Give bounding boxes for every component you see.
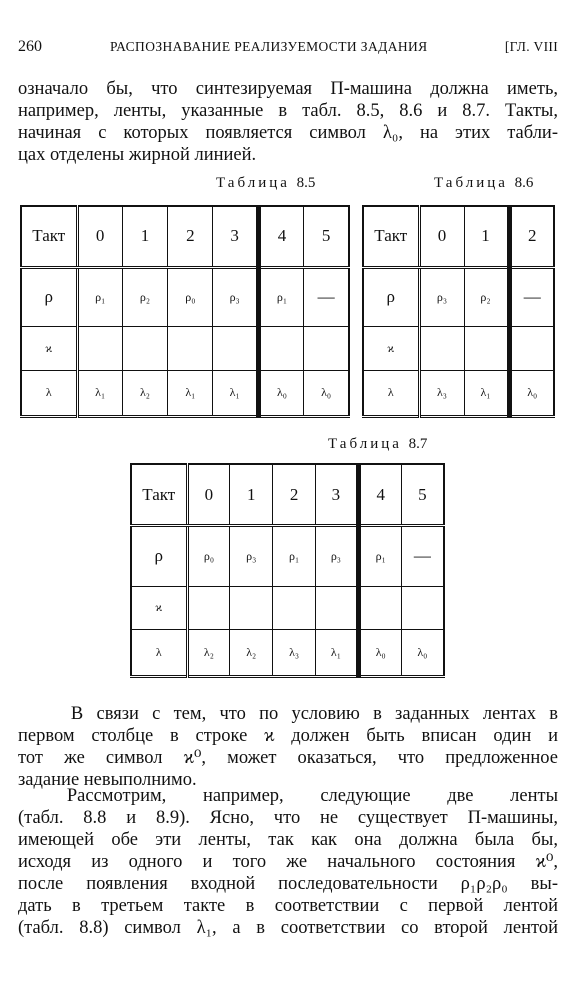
row-label: ρ [131,526,187,586]
table-cell [77,327,122,370]
table-8-5 [20,205,350,418]
table-cell: ρ₀ [187,526,230,586]
row-label: λ [21,370,77,416]
table-cell: ρ₀ [168,267,213,327]
table-cell [419,327,464,370]
header-cell: 0 [77,206,122,267]
header-cell: 2 [273,464,316,526]
table-cell: λ₁ [77,370,122,416]
table-cell: λ₂ [122,370,167,416]
header-cell: Такт [363,206,419,267]
text-line: В связи с тем, что по условию в заданных лентах в [18,704,558,724]
paragraph-2 [18,703,558,791]
table-cell: λ₁ [168,370,213,416]
table-cell [509,327,554,370]
table-row [363,267,554,327]
table-cell: λ₃ [273,630,316,677]
header-cell: 1 [122,206,167,267]
row-label: ρ [21,267,77,327]
table-cell [187,586,230,630]
header-cell: 3 [315,464,358,526]
text-line: (табл. 8.8) символ λ₁, а в соответствии со второй лентой [18,918,558,938]
text-line: Рассмотрим, например, следующие две ленты [18,786,558,806]
table-cell [168,327,213,370]
header-cell: 4 [258,206,303,267]
text-line: начиная с которых появляется символ λ₀, на этих табли- [18,123,558,143]
table-header-row [363,206,554,267]
table-cell [401,586,444,630]
text-line: цах отделены жирной линией. [18,145,257,165]
table-cell: ρ₁ [77,267,122,327]
table-cell [358,586,401,630]
header-cell: 0 [419,206,464,267]
table-cell: λ₀ [258,370,303,416]
text-line: задание невыполнимо. [18,770,197,790]
table-cell [122,327,167,370]
paragraph-3 [18,785,558,939]
text-line: означало бы, что синтезируемая П-машина должна иметь, [18,79,558,99]
table-cell: — [304,267,349,327]
text-line: исходя из одного и того же начального состояния ϰ⁰, [18,852,558,872]
running-title: РАСПОЗНАВАНИЕ РЕАЛИЗУЕМОСТИ ЗАДАНИЯ [110,39,428,54]
header-cell: 3 [213,206,258,267]
table-8-7 [130,463,445,678]
table-cell [213,327,258,370]
header-cell: 5 [304,206,349,267]
table-row [131,526,444,586]
table-cell [304,327,349,370]
table-row [21,370,349,416]
chapter-marker: [ГЛ. VIII [504,39,558,54]
text-line: после появления входной последовательности ρ₁ρ₂ρ₀ вы- [18,874,558,894]
header-cell: 5 [401,464,444,526]
table-cell: λ₁ [464,370,509,416]
header-cell: 1 [464,206,509,267]
text-line: первом столбце в строке ϰ должен быть вписан один и [18,726,558,746]
table-8-6 [362,205,555,418]
table-cell: — [401,526,444,586]
table-row [363,327,554,370]
table-cell: ρ₃ [230,526,273,586]
row-label: λ [363,370,419,416]
header-cell: Такт [21,206,77,267]
table-cell: λ₀ [358,630,401,677]
header-cell: 1 [230,464,273,526]
table-header-row [21,206,349,267]
text-line: (табл. 8.8 и 8.9). Ясно, что не существует П-машины, [18,808,558,828]
row-label: ϰ [21,327,77,370]
table-cell: λ₀ [401,630,444,677]
table-cell: ρ₃ [419,267,464,327]
paragraph-1 [18,78,558,166]
text-line: имеющей обе эти ленты, так как она должна была бы, [18,830,558,850]
table-cell [258,327,303,370]
table-row [363,370,554,416]
table-cell: ρ₁ [273,526,316,586]
running-header [18,38,558,58]
table-cell: λ₁ [315,630,358,677]
table-row [131,586,444,630]
table-cell [230,586,273,630]
row-label: ρ [363,267,419,327]
row-label: ϰ [363,327,419,370]
table-8-7-caption: Таблица 8.7 [328,436,428,452]
table-cell: ρ₁ [258,267,303,327]
page-number: 260 [18,38,42,55]
table-cell: ρ₁ [358,526,401,586]
header-cell: 4 [358,464,401,526]
row-label: ϰ [131,586,187,630]
table-cell [273,586,316,630]
table-cell: λ₂ [187,630,230,677]
table-cell: λ₀ [304,370,349,416]
table-cell: λ₁ [213,370,258,416]
header-cell: Такт [131,464,187,526]
table-row [21,327,349,370]
header-cell: 2 [509,206,554,267]
table-cell: ρ₂ [122,267,167,327]
header-cell: 2 [168,206,213,267]
table-8-5-caption: Таблица 8.5 [216,175,316,191]
table-cell [315,586,358,630]
row-label: λ [131,630,187,677]
text-line: дать в третьем такте в соответствии с первой лентой [18,896,558,916]
table-cell: λ₃ [419,370,464,416]
text-line: например, ленты, указанные в табл. 8.5, 8.6 и 8.7. Такты, [18,101,558,121]
table-cell: λ₀ [509,370,554,416]
table-8-6-caption: Таблица 8.6 [434,175,534,191]
text-line: тот же символ ϰ⁰, может оказаться, что предложенное [18,748,558,768]
table-cell: ρ₃ [315,526,358,586]
table-row [131,630,444,677]
header-cell: 0 [187,464,230,526]
table-cell: λ₂ [230,630,273,677]
table-cell: ρ₂ [464,267,509,327]
table-cell: ρ₃ [213,267,258,327]
table-header-row [131,464,444,526]
table-row [21,267,349,327]
table-cell [464,327,509,370]
table-cell: — [509,267,554,327]
